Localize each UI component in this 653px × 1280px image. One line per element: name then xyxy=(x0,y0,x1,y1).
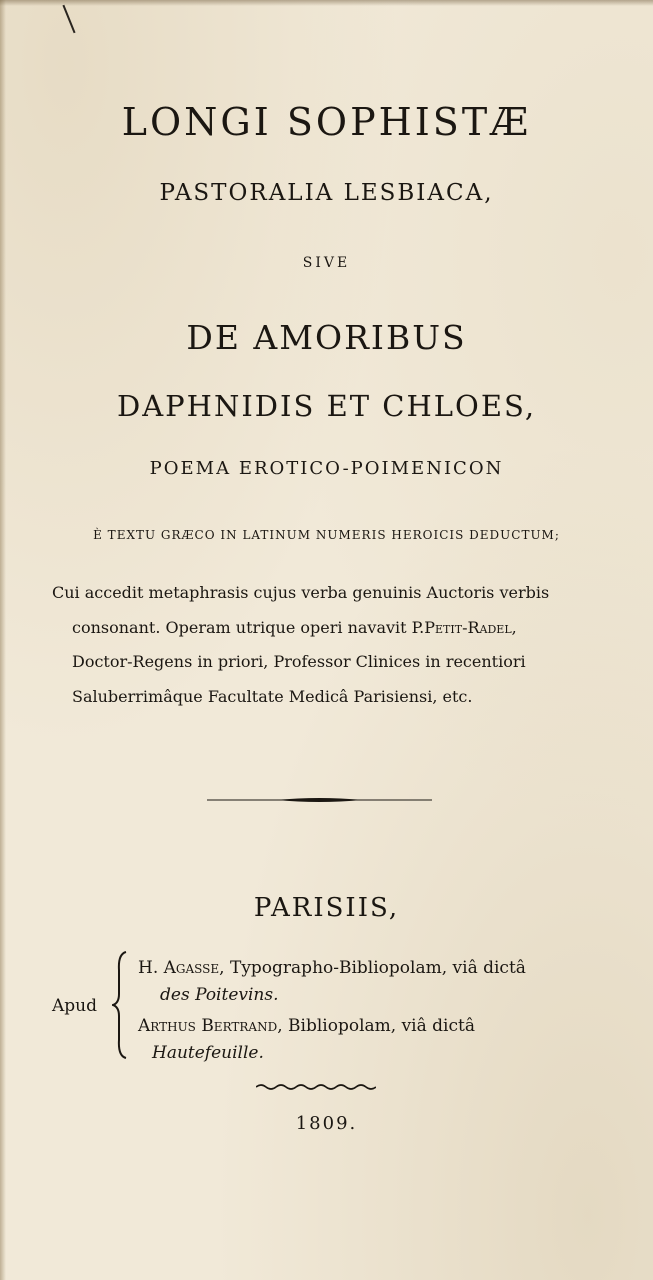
description-line-1: Cui accedit metaphrasis cujus verba genuinis Auctoris verbis xyxy=(52,583,550,602)
title-work: PASTORALIA LESBIACA, xyxy=(159,180,494,206)
description-line-4: Saluberrimâque Facultate Medicâ Parisiensi, etc. xyxy=(72,687,473,706)
publisher-2-first: Arthus xyxy=(138,1016,196,1036)
title-poema: POEMA EROTICO-POIMENICON xyxy=(149,458,504,479)
title-sive: SIVE xyxy=(302,255,351,271)
description-line-2 xyxy=(72,618,632,637)
publisher-1 xyxy=(138,958,526,978)
publisher-2-last: Bertrand xyxy=(201,1016,278,1036)
publisher-1-street: des Poitevins. xyxy=(160,985,279,1005)
publisher-2-street: Hautefeuille. xyxy=(152,1043,264,1063)
title-translation-note: È TEXTU GRÆCO IN LATINUM NUMERIS HEROICIS DEDUCTUM; xyxy=(93,528,560,542)
title-de-amoribus: DE AMORIBUS xyxy=(186,318,467,357)
imprint-apud: Apud xyxy=(52,996,97,1016)
imprint-city: PARISIIS, xyxy=(253,893,400,923)
publisher-1-rest: , Typographo-Bibliopolam, viâ dictâ xyxy=(219,958,526,978)
ornamental-rule xyxy=(207,795,432,805)
imprint-year: 1809. xyxy=(295,1113,358,1134)
curly-brace xyxy=(112,950,128,1060)
wavy-rule xyxy=(256,1082,376,1092)
ink-mark xyxy=(62,5,75,34)
description-line-2-text: consonant. Operam utrique operi navavit P. xyxy=(72,618,425,637)
publisher-2 xyxy=(138,1016,475,1036)
publisher-2-rest: , Bibliopolam, viâ dictâ xyxy=(277,1016,475,1036)
description-line-3: Doctor-Regens in priori, Professor Clinices in recentiori xyxy=(72,652,526,671)
page-top-shadow xyxy=(0,0,653,6)
publisher-1-initial: H. xyxy=(138,958,159,978)
title-daphnidis: DAPHNIDIS ET CHLOES, xyxy=(116,389,537,423)
title-author: LONGI SOPHISTÆ xyxy=(121,100,532,144)
editor-name: Petit-Radel, xyxy=(424,618,517,637)
publisher-1-name: Agasse xyxy=(163,958,220,978)
